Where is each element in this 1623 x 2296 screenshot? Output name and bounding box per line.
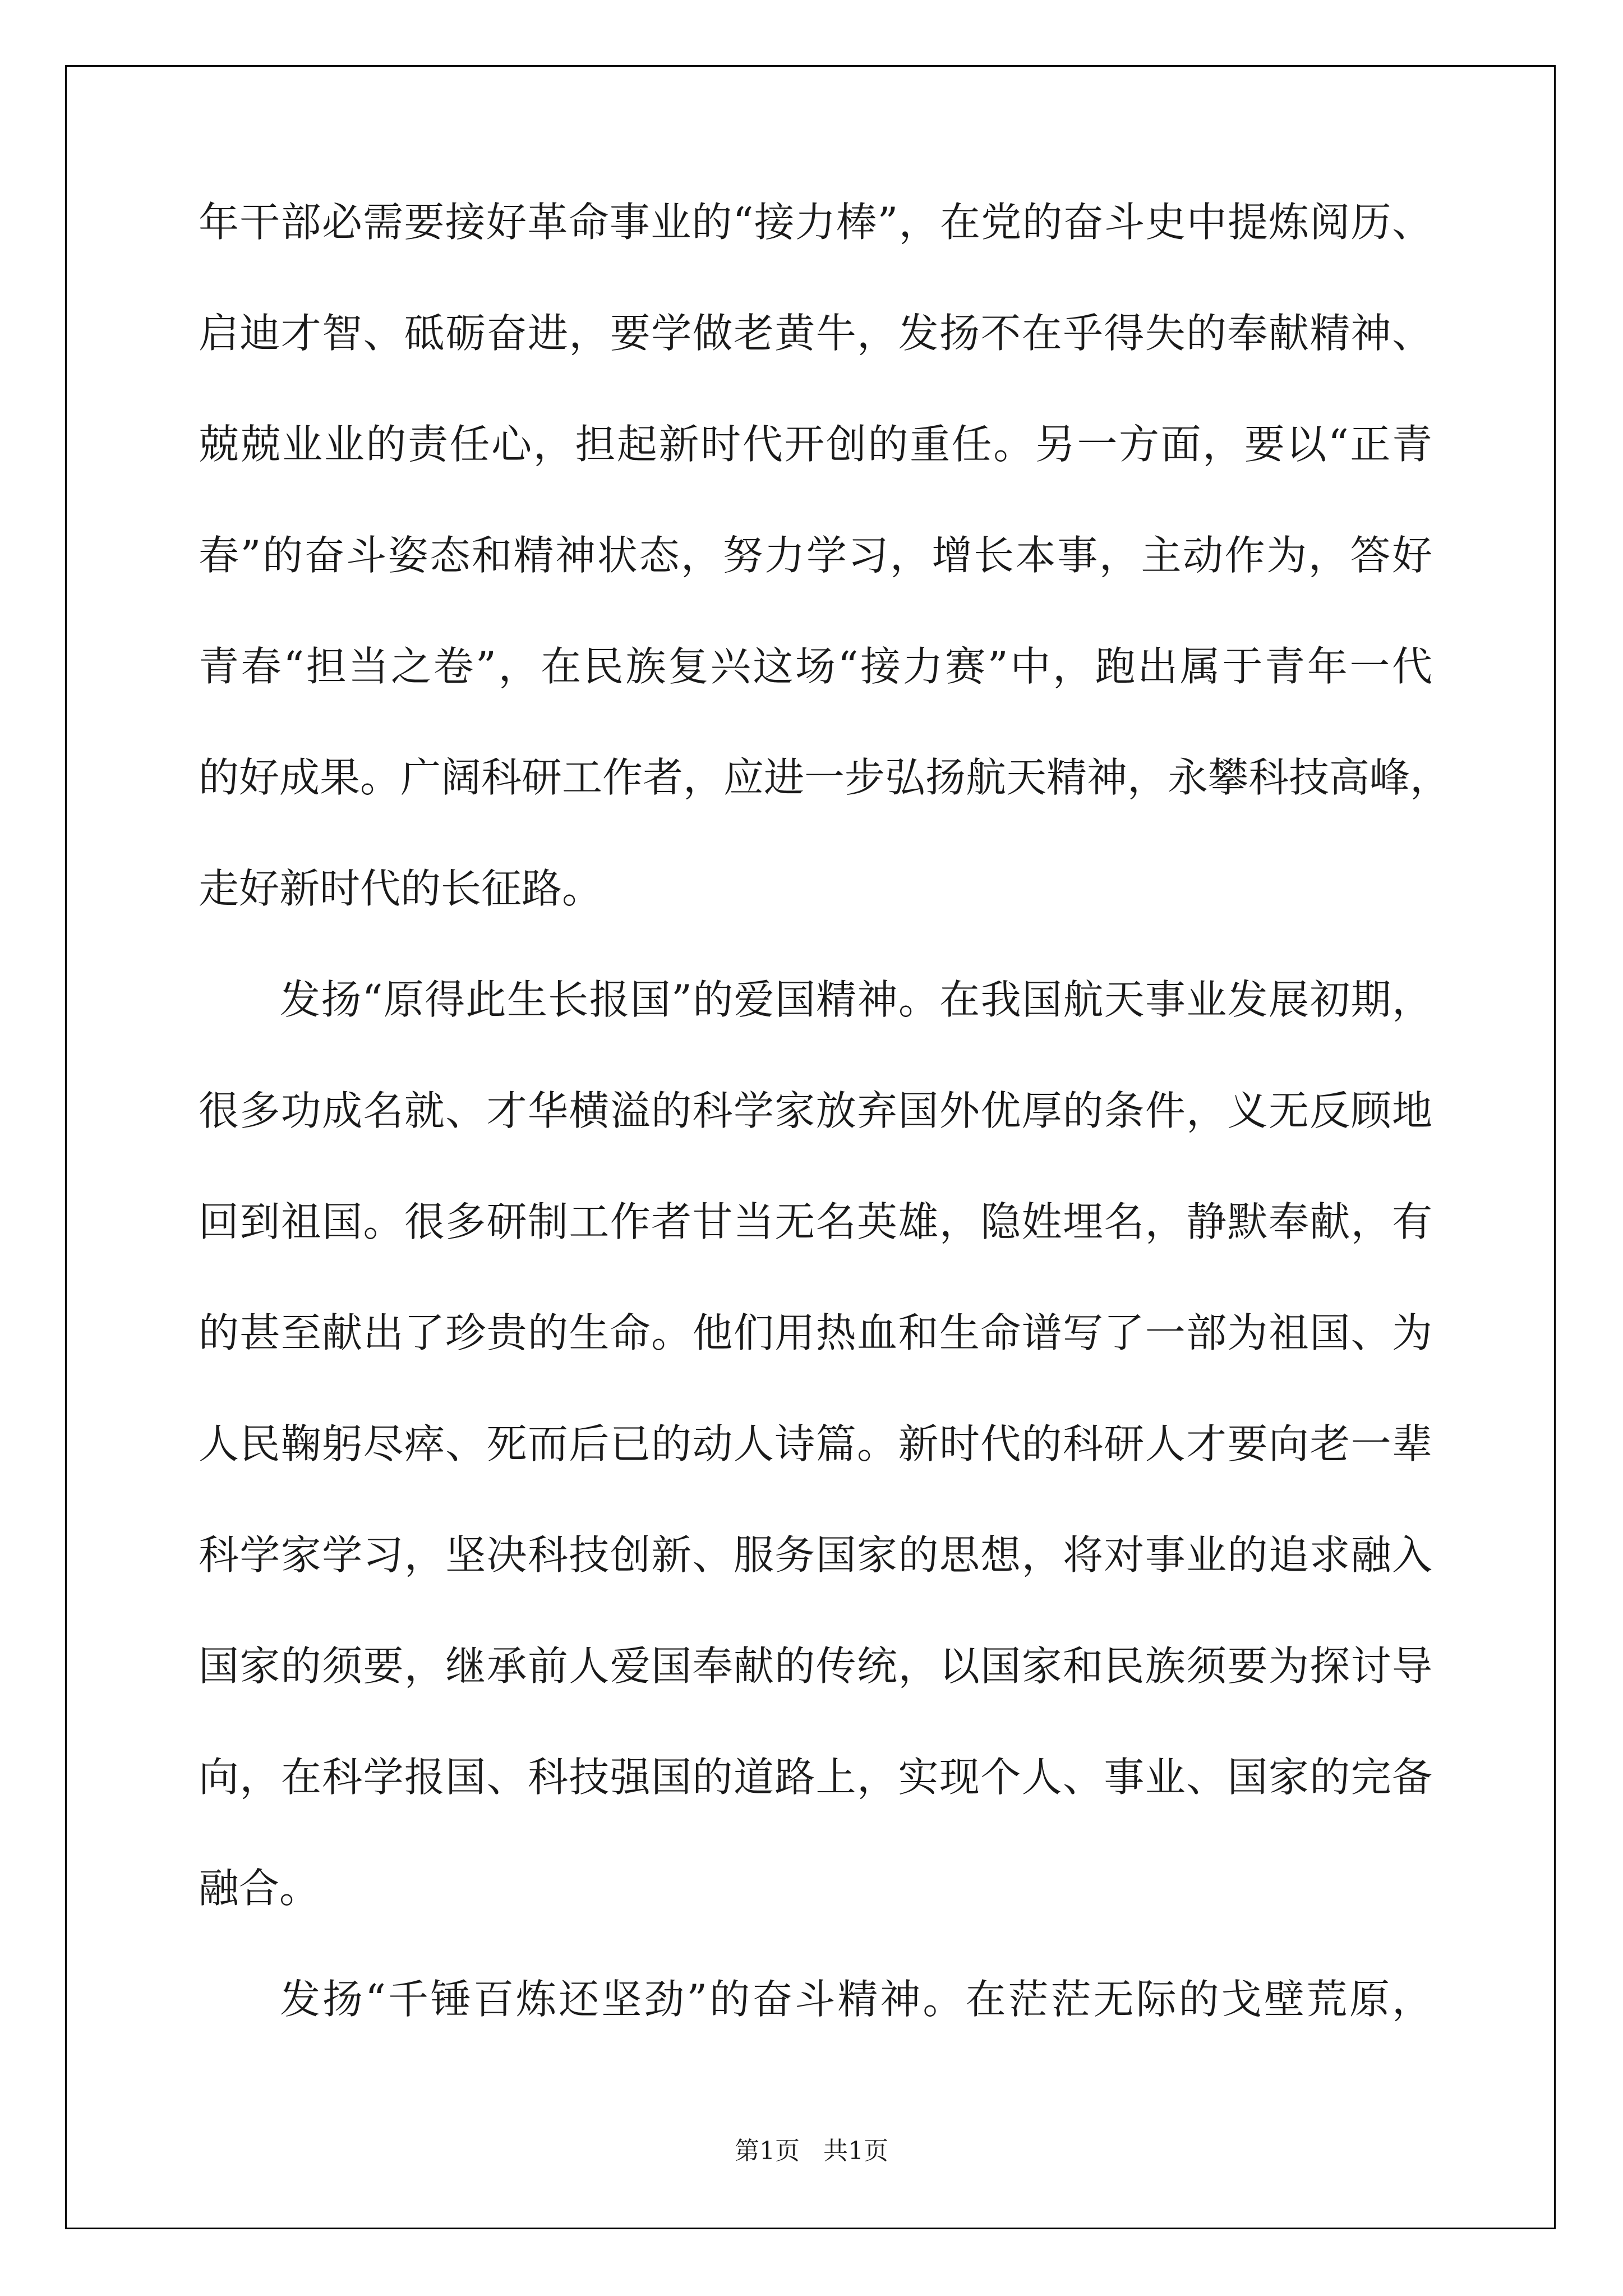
text-line: 年干部必需要接好革命事业的“接力棒”，在党的奋斗史中提炼阅历、	[199, 199, 1432, 246]
text-line: 融合。	[199, 1865, 320, 1912]
text-line: 兢兢业业的责任心，担起新时代开创的重任。另一方面，要以“正青	[199, 421, 1432, 468]
text-line: 国家的须要，继承前人爱国奉献的传统，以国家和民族须要为探讨导	[199, 1642, 1432, 1690]
text-line: 很多功成名就、才华横溢的科学家放弃国外优厚的条件，义无反顾地	[199, 1087, 1432, 1134]
text-line: 的甚至献出了珍贵的生命。他们用热血和生命谱写了一部为祖国、为	[199, 1309, 1432, 1356]
page-number-footer: 第1页 共1页	[735, 2137, 888, 2165]
text-line: 启迪才智、砥砺奋进，要学做老黄牛，发扬不在乎得失的奉献精神、	[199, 310, 1432, 357]
text-line: 走好新时代的长征路。	[199, 865, 603, 912]
text-line: 青春“担当之卷”，在民族复兴这场“接力赛”中，跑出属于青年一代	[199, 643, 1432, 690]
text-line: 向，在科学报国、科技强国的道路上，实现个人、事业、国家的完备	[199, 1754, 1432, 1801]
text-line: 发扬“原得此生长报国”的爱国精神。在我国航天事业发展初期，	[280, 976, 1432, 1023]
text-line: 科学家学习，坚决科技创新、服务国家的思想，将对事业的追求融入	[199, 1531, 1432, 1579]
text-line: 回到祖国。很多研制工作者甘当无名英雄，隐姓埋名，静默奉献，有	[199, 1198, 1432, 1245]
text-line: 的好成果。广阔科研工作者，应进一步弘扬航天精神，永攀科技高峰，	[199, 754, 1451, 801]
text-line: 春”的奋斗姿态和精神状态，努力学习，增长本事，主动作为，答好	[199, 532, 1432, 579]
text-line: 人民鞠躬尽瘁、死而后已的动人诗篇。新时代的科研人才要向老一辈	[199, 1420, 1432, 1467]
text-line: 发扬“千锤百炼还坚劲”的奋斗精神。在茫茫无际的戈壁荒原，	[280, 1976, 1432, 2023]
